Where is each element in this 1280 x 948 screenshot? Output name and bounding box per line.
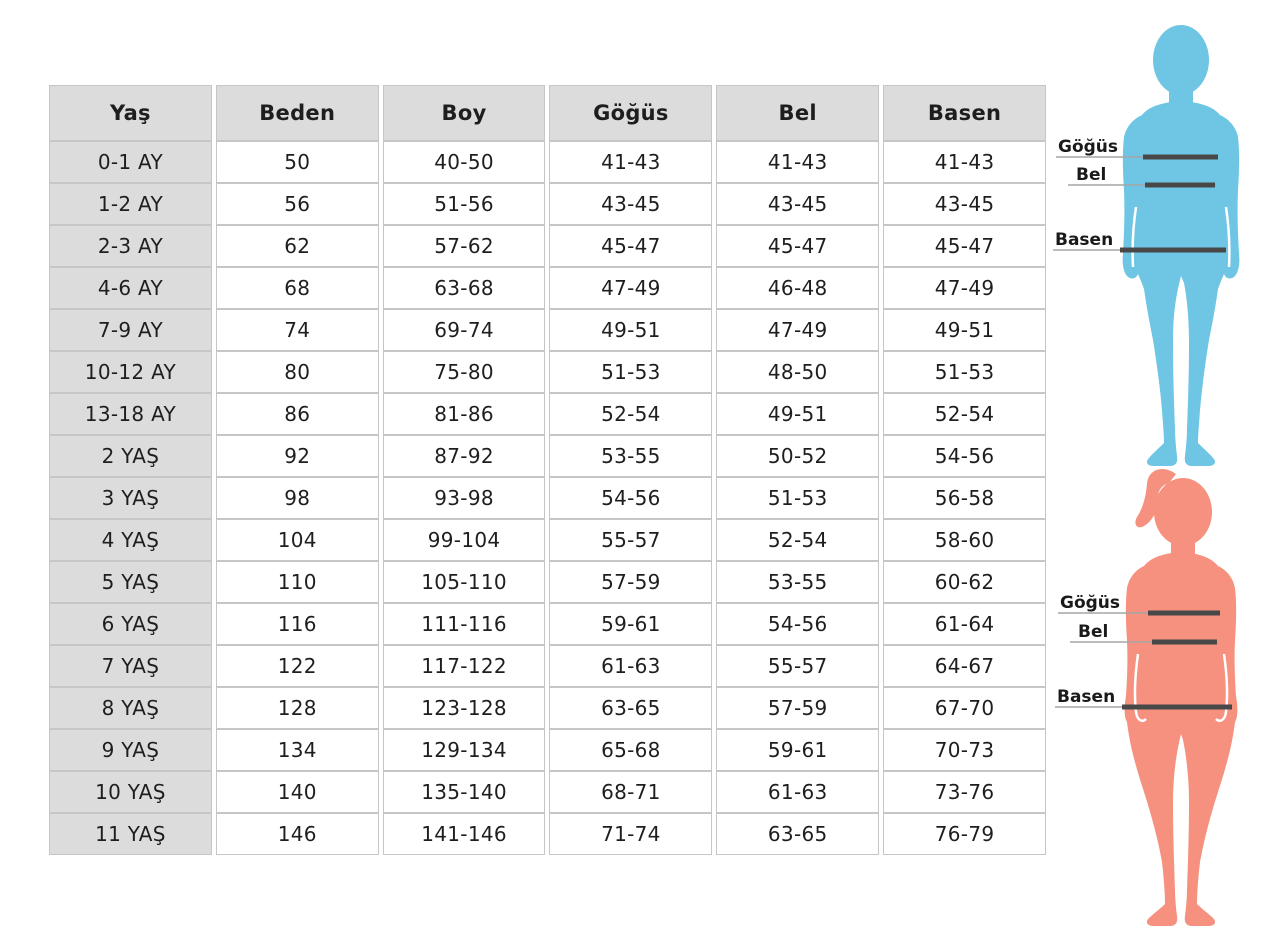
data-cell: 62 [216,225,379,267]
row-label-cell: 4 YAŞ [49,519,212,561]
table-row [49,687,1046,729]
data-cell: 57-59 [716,687,879,729]
data-cell: 75-80 [383,351,546,393]
col-header-3: Göğüs [549,85,712,141]
data-cell: 59-61 [716,729,879,771]
data-cell: 45-47 [716,225,879,267]
data-cell: 116 [216,603,379,645]
data-cell: 61-64 [883,603,1046,645]
data-cell: 68-71 [549,771,712,813]
data-cell: 45-47 [549,225,712,267]
row-label-cell: 8 YAŞ [49,687,212,729]
data-cell: 129-134 [383,729,546,771]
data-cell: 111-116 [383,603,546,645]
row-label-cell: 10-12 AY [49,351,212,393]
data-cell: 49-51 [549,309,712,351]
table-row [49,729,1046,771]
data-cell: 49-51 [716,393,879,435]
data-cell: 54-56 [549,477,712,519]
data-cell: 146 [216,813,379,855]
data-cell: 47-49 [716,309,879,351]
data-cell: 86 [216,393,379,435]
data-cell: 43-45 [883,183,1046,225]
data-cell: 64-67 [883,645,1046,687]
data-cell: 52-54 [716,519,879,561]
chest-label: Göğüs [1060,593,1121,613]
data-cell: 135-140 [383,771,546,813]
row-label-cell: 9 YAŞ [49,729,212,771]
data-cell: 128 [216,687,379,729]
data-cell: 99-104 [383,519,546,561]
table-row [49,183,1046,225]
table-row [49,267,1046,309]
data-cell: 41-43 [549,141,712,183]
data-cell: 47-49 [883,267,1046,309]
data-cell: 71-74 [549,813,712,855]
data-cell: 123-128 [383,687,546,729]
data-cell: 43-45 [716,183,879,225]
blue-figure [1048,15,1280,470]
data-cell: 59-61 [549,603,712,645]
chest-label: Göğüs [1058,137,1119,157]
table-row [49,771,1046,813]
data-cell: 40-50 [383,141,546,183]
data-cell: 93-98 [383,477,546,519]
row-label-cell: 7-9 AY [49,309,212,351]
data-cell: 55-57 [549,519,712,561]
data-cell: 70-73 [883,729,1046,771]
data-cell: 63-65 [716,813,879,855]
data-cell: 63-68 [383,267,546,309]
data-cell: 57-62 [383,225,546,267]
data-cell: 74 [216,309,379,351]
data-cell: 53-55 [716,561,879,603]
data-cell: 56 [216,183,379,225]
data-cell: 60-62 [883,561,1046,603]
row-label-cell: 7 YAŞ [49,645,212,687]
data-cell: 140 [216,771,379,813]
data-cell: 51-53 [549,351,712,393]
data-cell: 49-51 [883,309,1046,351]
table-row [49,141,1046,183]
table-row [49,309,1046,351]
table-header [49,85,1046,141]
data-cell: 58-60 [883,519,1046,561]
row-label-cell: 3 YAŞ [49,477,212,519]
table-row [49,393,1046,435]
col-header-1: Beden [216,85,379,141]
data-cell: 87-92 [383,435,546,477]
data-cell: 92 [216,435,379,477]
figure-body [1125,552,1238,926]
data-cell: 117-122 [383,645,546,687]
data-cell: 80 [216,351,379,393]
data-cell: 45-47 [883,225,1046,267]
data-cell: 65-68 [549,729,712,771]
data-cell: 98 [216,477,379,519]
data-cell: 76-79 [883,813,1046,855]
table-row [49,645,1046,687]
row-label-cell: 2-3 AY [49,225,212,267]
col-header-0: Yaş [49,85,212,141]
col-header-2: Boy [383,85,546,141]
data-cell: 53-55 [549,435,712,477]
data-cell: 54-56 [883,435,1046,477]
row-label-cell: 6 YAŞ [49,603,212,645]
data-cell: 141-146 [383,813,546,855]
data-cell: 73-76 [883,771,1046,813]
pink-figure [1048,462,1280,942]
row-label-cell: 5 YAŞ [49,561,212,603]
hip-label: Basen [1057,687,1116,707]
table-row [49,603,1046,645]
data-cell: 61-63 [716,771,879,813]
data-cell: 46-48 [716,267,879,309]
row-label-cell: 11 YAŞ [49,813,212,855]
col-header-5: Basen [883,85,1046,141]
col-header-4: Bel [716,85,879,141]
body-silhouette-pink [1125,469,1238,926]
data-cell: 122 [216,645,379,687]
data-cell: 52-54 [549,393,712,435]
row-label-cell: 0-1 AY [49,141,212,183]
data-cell: 69-74 [383,309,546,351]
data-cell: 67-70 [883,687,1046,729]
data-cell: 61-63 [549,645,712,687]
table-row [49,813,1046,855]
table-row [49,225,1046,267]
data-cell: 51-56 [383,183,546,225]
data-cell: 105-110 [383,561,546,603]
table-row [49,519,1046,561]
data-cell: 41-43 [883,141,1046,183]
data-cell: 50 [216,141,379,183]
body-silhouette-blue [1123,25,1240,466]
row-label-cell: 4-6 AY [49,267,212,309]
data-cell: 63-65 [549,687,712,729]
data-cell: 43-45 [549,183,712,225]
table-row [49,351,1046,393]
data-cell: 41-43 [716,141,879,183]
data-cell: 51-53 [883,351,1046,393]
data-cell: 48-50 [716,351,879,393]
waist-label: Bel [1076,165,1107,185]
data-cell: 57-59 [549,561,712,603]
data-cell: 110 [216,561,379,603]
table-row [49,561,1046,603]
data-cell: 134 [216,729,379,771]
table-row [49,435,1046,477]
row-label-cell: 1-2 AY [49,183,212,225]
data-cell: 55-57 [716,645,879,687]
table-body [49,141,1046,855]
waist-label: Bel [1078,622,1109,642]
row-label-cell: 2 YAŞ [49,435,212,477]
size-table [45,85,1050,855]
data-cell: 54-56 [716,603,879,645]
hip-label: Basen [1055,230,1114,250]
data-cell: 47-49 [549,267,712,309]
table-row [49,477,1046,519]
header-row [49,85,1046,141]
data-cell: 51-53 [716,477,879,519]
data-cell: 56-58 [883,477,1046,519]
data-cell: 68 [216,267,379,309]
row-label-cell: 10 YAŞ [49,771,212,813]
row-label-cell: 13-18 AY [49,393,212,435]
data-cell: 81-86 [383,393,546,435]
data-cell: 52-54 [883,393,1046,435]
data-cell: 104 [216,519,379,561]
data-cell: 50-52 [716,435,879,477]
